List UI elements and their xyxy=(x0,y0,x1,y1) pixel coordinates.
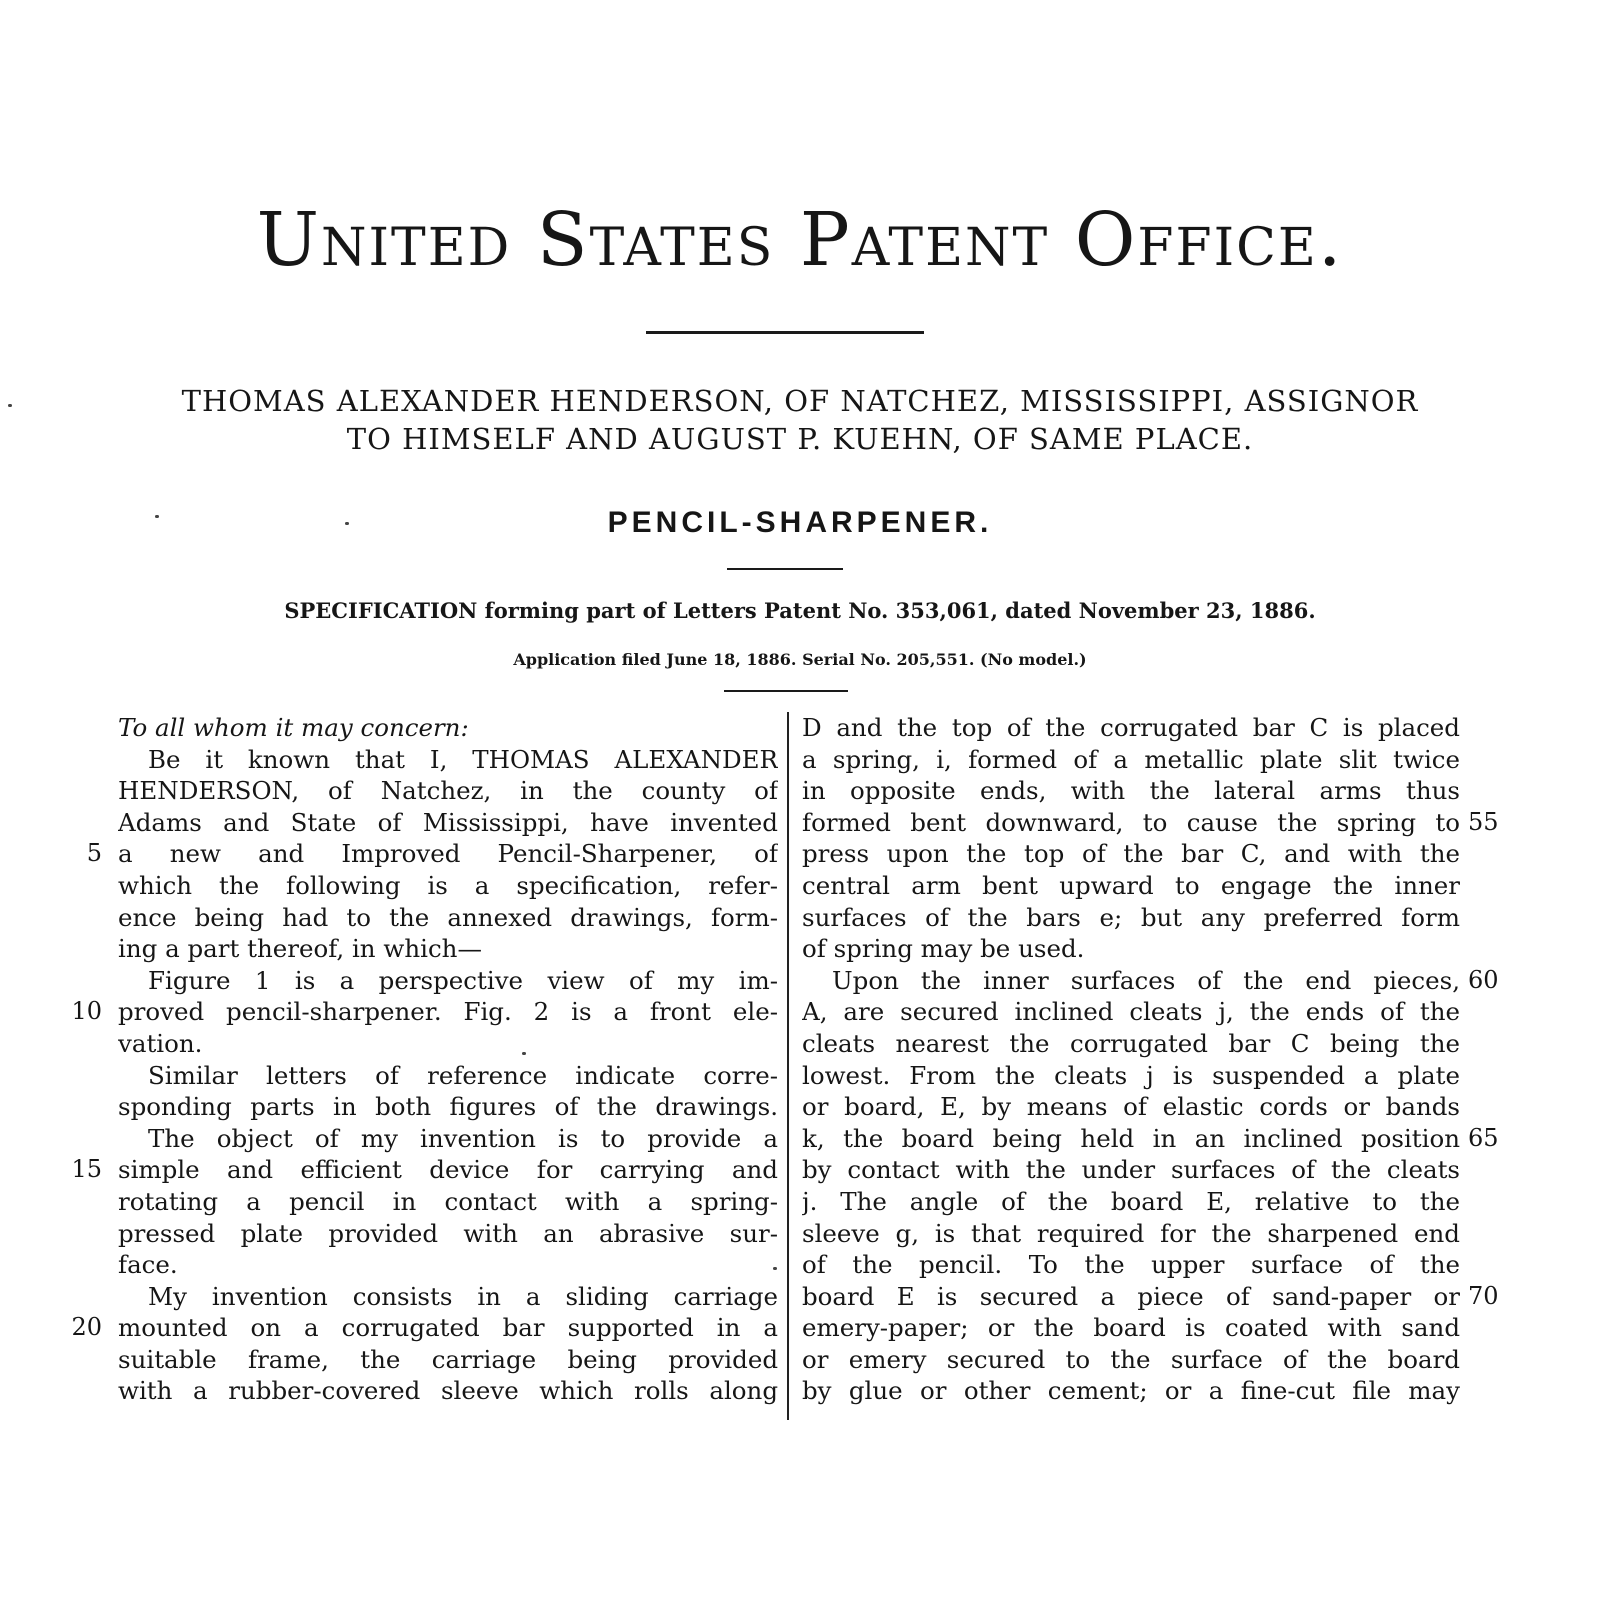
line-number: 15 xyxy=(71,1155,102,1184)
text-line: in opposite ends, with the lateral arms thus xyxy=(802,776,1460,806)
assignee-line-1: THOMAS ALEXANDER HENDERSON, OF NATCHEZ, MISSISSIPPI, ASSIGNOR xyxy=(181,384,1419,418)
scan-speck xyxy=(522,1052,526,1055)
text-line: by contact with the under surfaces of the cleats xyxy=(802,1155,1460,1185)
line-number: 20 xyxy=(71,1313,102,1342)
text-line: proved pencil-sharpener. Fig. 2 is a front ele- xyxy=(118,997,778,1027)
text-line: simple and efficient device for carrying and xyxy=(118,1155,778,1185)
text-line: ing a part thereof, in which— xyxy=(118,934,482,964)
text-line: Upon the inner surfaces of the end pieces, xyxy=(832,965,1460,995)
invention-title: PENCIL-SHARPENER. xyxy=(607,506,993,539)
text-line: or board, E, by means of elastic cords or bands xyxy=(802,1092,1460,1122)
text-line: rotating a pencil in contact with a spring- xyxy=(118,1186,778,1216)
text-line: pressed plate provided with an abrasive sur- xyxy=(118,1218,778,1248)
text-line: surfaces of the bars e; but any preferred form xyxy=(802,902,1460,932)
line-number: 5 xyxy=(86,839,102,868)
text-line: press upon the top of the bar C, and with the xyxy=(802,839,1460,869)
invention-rule xyxy=(727,568,843,570)
office-title: United States Patent Office. xyxy=(256,197,1344,283)
text-line: mounted on a corrugated bar supported in a xyxy=(118,1313,778,1343)
text-line: A, are secured inclined cleats j, the ends of the xyxy=(802,997,1460,1027)
text-line: vation. xyxy=(118,1028,203,1058)
text-line: of the pencil. To the upper surface of the xyxy=(802,1250,1460,1280)
scan-speck xyxy=(773,1267,777,1270)
text-line: Be it known that I, THOMAS ALEXANDER xyxy=(148,744,778,774)
text-line: which the following is a specification, refer- xyxy=(118,870,778,900)
text-line: Figure 1 is a perspective view of my im- xyxy=(148,965,778,995)
text-line: emery-paper; or the board is coated with sand xyxy=(802,1313,1460,1343)
text-line: The object of my invention is to provide a xyxy=(148,1123,778,1153)
text-line: suitable frame, the carriage being provided xyxy=(118,1344,778,1374)
text-line: sleeve g, is that required for the sharpened end xyxy=(802,1218,1460,1248)
text-line: k, the board being held in an inclined position xyxy=(802,1123,1460,1153)
text-line: Similar letters of reference indicate corre- xyxy=(148,1060,778,1090)
scan-speck xyxy=(345,522,349,525)
application-line: Application filed June 18, 1886. Serial No. 205,551. (No model.) xyxy=(513,650,1087,669)
text-line: D and the top of the corrugated bar C is placed xyxy=(802,713,1460,742)
specification-line: SPECIFICATION forming part of Letters Patent No. 353,061, dated November 23, 1886. xyxy=(284,598,1316,623)
text-line: of spring may be used. xyxy=(802,934,1085,964)
text-line: lowest. From the cleats j is suspended a plate xyxy=(802,1060,1460,1090)
application-rule xyxy=(724,690,848,692)
text-line: face. xyxy=(118,1250,178,1280)
text-line: ence being had to the annexed drawings, form- xyxy=(118,902,778,932)
text-line: HENDERSON, of Natchez, in the county of xyxy=(118,776,778,806)
right-column xyxy=(802,712,1460,1407)
left-column xyxy=(118,712,778,1407)
text-line: a spring, i, formed of a metallic plate slit twice xyxy=(802,744,1460,774)
title-rule xyxy=(646,331,924,334)
line-number: 70 xyxy=(1468,1281,1499,1310)
scan-speck xyxy=(8,404,12,407)
text-line: or emery secured to the surface of the board xyxy=(802,1344,1460,1374)
text-line: by glue or other cement; or a fine-cut file may xyxy=(802,1376,1460,1406)
text-line: formed bent downward, to cause the spring to xyxy=(802,807,1460,837)
line-number: 65 xyxy=(1468,1123,1499,1152)
text-line: central arm bent upward to engage the inner xyxy=(802,870,1460,900)
text-line: My invention consists in a sliding carriage xyxy=(148,1281,778,1311)
salutation: To all whom it may concern: xyxy=(118,713,469,742)
text-line: board E is secured a piece of sand-paper or xyxy=(802,1281,1460,1311)
line-number: 60 xyxy=(1468,965,1499,994)
assignee-line-2: TO HIMSELF AND AUGUST P. KUEHN, OF SAME PLACE. xyxy=(346,422,1254,456)
text-line: sponding parts in both figures of the drawings. xyxy=(118,1092,778,1122)
text-line: j. The angle of the board E, relative to the xyxy=(802,1186,1460,1216)
line-number: 10 xyxy=(71,997,102,1026)
column-divider xyxy=(787,712,789,1420)
text-line: Adams and State of Mississippi, have invented xyxy=(118,807,778,837)
text-line: with a rubber-covered sleeve which rolls along xyxy=(118,1376,778,1406)
text-line: cleats nearest the corrugated bar C being the xyxy=(802,1028,1460,1058)
text-line: a new and Improved Pencil-Sharpener, of xyxy=(118,839,778,869)
scan-speck xyxy=(155,515,159,518)
line-number: 55 xyxy=(1468,807,1499,836)
